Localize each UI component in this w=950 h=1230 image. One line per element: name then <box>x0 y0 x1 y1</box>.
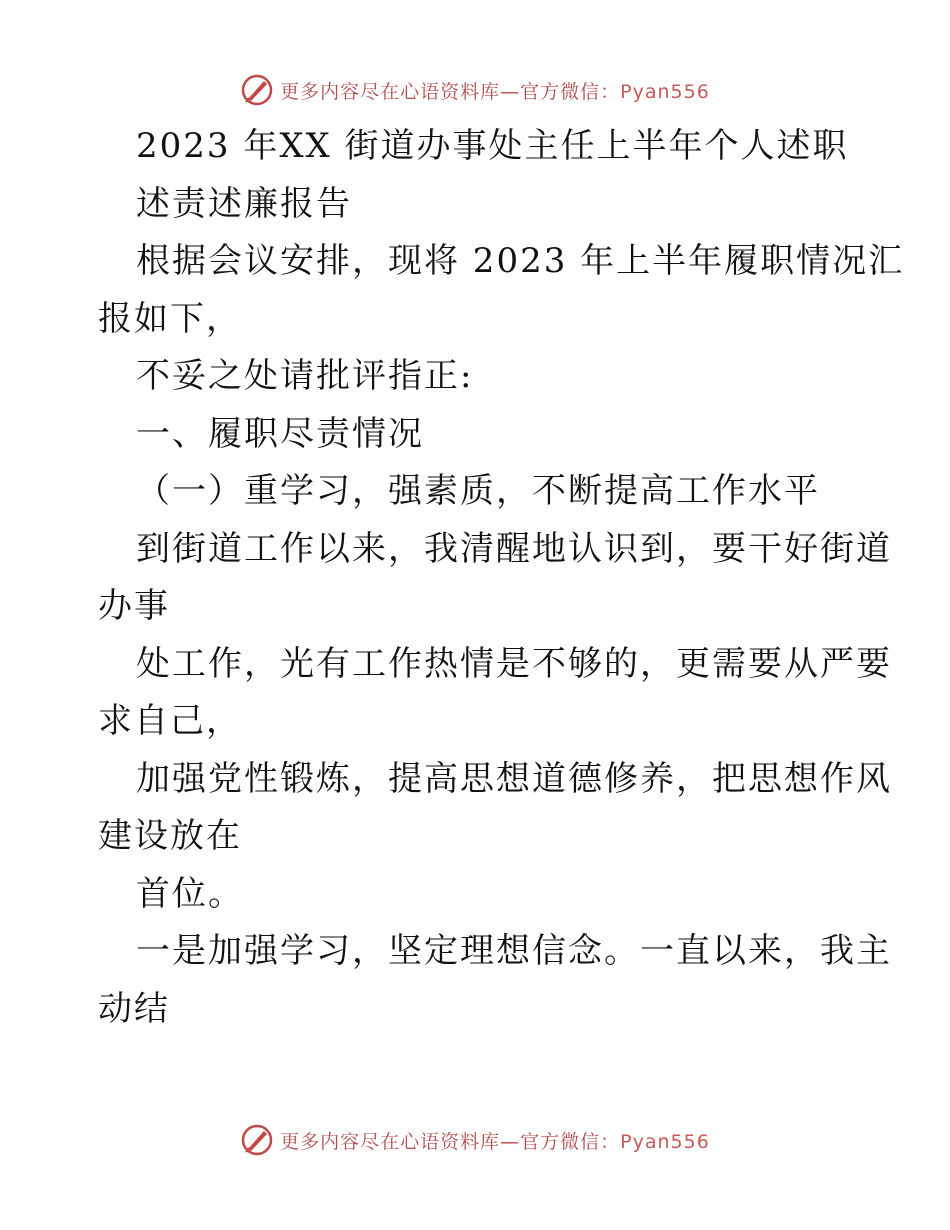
doc-line: 动结 <box>98 988 170 1029</box>
doc-line: 办事 <box>98 586 170 626</box>
doc-line: 一是加强学习，坚定理想信念。一直以来，我主 <box>136 931 892 971</box>
doc-line: 到街道工作以来，我清醒地认识到，要干好街道 <box>136 528 892 569</box>
doc-line: 报如下， <box>98 298 242 339</box>
doc-line: 一、履职尽责情况 <box>136 413 424 454</box>
document-body <box>98 118 905 1038</box>
quill-logo-icon <box>240 1123 274 1157</box>
banner-text: 更多内容尽在心语资料库—官方微信：Pyan556 <box>280 80 710 103</box>
doc-line: 根据会议安排，现将 2023 年上半年履职情况汇 <box>136 241 905 281</box>
wechat-id: Pyan556 <box>620 1130 710 1153</box>
doc-line: 加强党性锻炼，提高思想道德修养，把思想作风 <box>136 758 892 799</box>
doc-line: （一）重学习，强素质，不断提高工作水平 <box>136 471 820 511</box>
doc-line: 不妥之处请批评指正: <box>136 356 474 396</box>
doc-line: 处工作，光有工作热情是不够的，更需要从严要 <box>136 643 892 684</box>
header-banner <box>0 70 950 110</box>
banner-text: 更多内容尽在心语资料库—官方微信：Pyan556 <box>280 1130 710 1153</box>
footer-banner <box>0 1120 950 1160</box>
doc-line: 2023 年XX 街道办事处主任上半年个人述职 <box>136 126 849 166</box>
doc-line: 求自己， <box>98 701 242 741</box>
quill-logo-icon <box>240 73 274 107</box>
doc-line: 述责述廉报告 <box>136 183 352 224</box>
doc-line: 首位。 <box>136 873 244 914</box>
doc-line: 建设放在 <box>98 816 242 856</box>
wechat-id: Pyan556 <box>620 80 710 103</box>
